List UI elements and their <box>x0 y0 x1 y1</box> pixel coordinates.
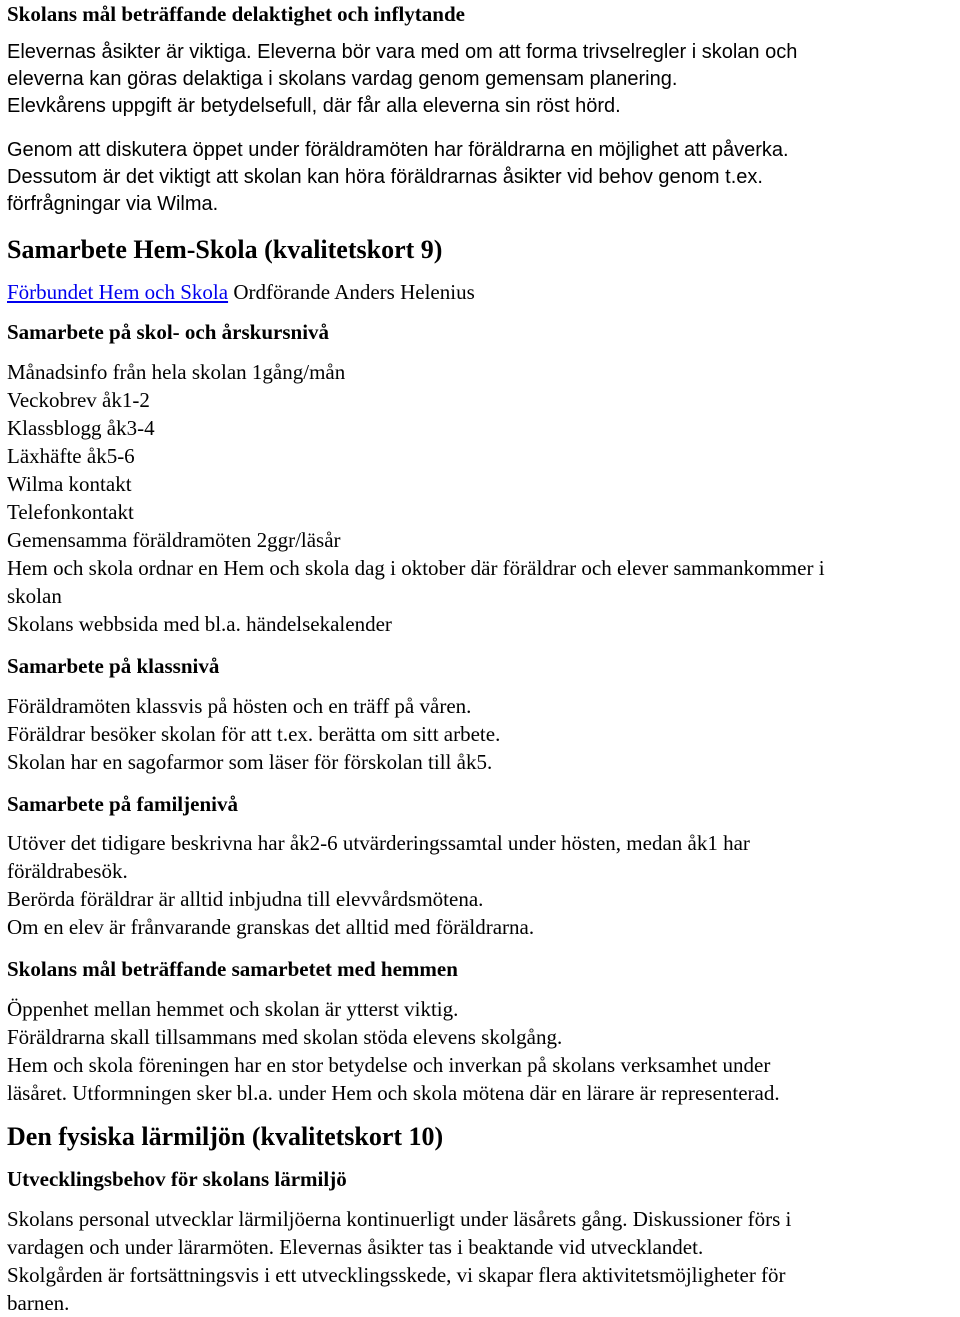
text-line: Wilma kontakt <box>7 472 132 496</box>
text-line: Dessutom är det viktigt att skolan kan höra föräldrarnas åsikter vid behov genom t.ex. <box>7 166 763 188</box>
subsection-heading: Utvecklingsbehov för skolans lärmiljö <box>7 1167 347 1191</box>
text-line: Gemensamma föräldramöten 2ggr/läsår <box>7 528 341 552</box>
section-samarbete-hem-skola <box>7 234 958 266</box>
text-line: Skolans webbsida med bl.a. händelsekalender <box>7 612 392 636</box>
text-line: förfrågningar via Wilma. <box>7 193 219 215</box>
section-fysiska-larmiljon <box>7 1121 958 1153</box>
text-line: Läxhäfte åk5-6 <box>7 444 135 468</box>
text-line <box>7 278 958 306</box>
paragraph-foraldramoten <box>7 137 958 218</box>
text-line: Elevkårens uppgift är betydelsefull, där får alla eleverna sin röst hörd. <box>7 95 621 117</box>
section-delaktighet <box>7 0 958 28</box>
section-heading: Skolans mål beträffande delaktighet och inflytande <box>7 2 465 26</box>
text-line: Öppenhet mellan hemmet och skolan är ytterst viktig. <box>7 997 459 1021</box>
text-line: skolan <box>7 584 62 608</box>
paragraph-elevernas-asikter <box>7 39 958 120</box>
list-skolniva <box>7 358 958 638</box>
text-line: Utöver det tidigare beskrivna har åk2-6 utvärderingssamtal under hösten, medan åk1 har <box>7 831 750 855</box>
text-line: Hem och skola ordnar en Hem och skola dag i oktober där föräldrar och elever sammankommer i <box>7 556 825 580</box>
forbund-line <box>7 278 958 306</box>
list-klassniva <box>7 692 958 776</box>
text-line: Genom att diskutera öppet under föräldramöten har föräldrarna en möjlighet att påverka. <box>7 139 789 161</box>
text-line: Veckobrev åk1-2 <box>7 388 150 412</box>
text-line: eleverna kan göras delaktiga i skolans vardag genom gemensam planering. <box>7 68 678 90</box>
text-line: läsåret. Utformningen sker bl.a. under Hem och skola mötena där en lärare är representerad. <box>7 1081 780 1105</box>
list-mal-samarbete <box>7 995 958 1107</box>
sub-utvecklingsbehov <box>7 1165 958 1193</box>
text-line: Berörda föräldrar är alltid inbjudna till elevvårdsmötena. <box>7 887 484 911</box>
text-line: Föräldrarna skall tillsammans med skolan stöda elevens skolgång. <box>7 1025 563 1049</box>
sub-klassniva <box>7 652 958 680</box>
text-line: Om en elev är frånvarande granskas det alltid med föräldrarna. <box>7 915 535 939</box>
subsection-heading: Samarbete på skol- och årskursnivå <box>7 320 330 344</box>
subsection-heading: Samarbete på familjenivå <box>7 792 238 816</box>
text-line: Föräldrar besöker skolan för att t.ex. berätta om sitt arbete. <box>7 722 501 746</box>
section-heading: Den fysiska lärmiljön (kvalitetskort 10) <box>7 1122 444 1151</box>
list-familjeniva <box>7 829 958 941</box>
text-line: Skolgården är fortsättningsvis i ett utvecklingsskede, vi skapar flera aktivitetsmöjligheter för <box>7 1263 786 1287</box>
sub-mal-samarbete <box>7 955 958 983</box>
text-line: vardagen och under lärarmöten. Elevernas åsikter tas i beaktande vid utvecklandet. <box>7 1235 704 1259</box>
text-line: Månadsinfo från hela skolan 1gång/mån <box>7 360 346 384</box>
text-line: barnen. <box>7 1291 70 1315</box>
text-line: Skolans personal utvecklar lärmiljöerna kontinuerligt under läsårets gång. Diskussioner förs i <box>7 1207 792 1231</box>
sub-familjeniva <box>7 790 958 818</box>
text-line: Klassblogg åk3-4 <box>7 416 155 440</box>
sub-skolniva <box>7 318 958 346</box>
text-line: Föräldramöten klassvis på hösten och en träff på våren. <box>7 694 472 718</box>
forbundet-hem-och-skola-link[interactable]: Förbundet Hem och Skola <box>7 280 229 304</box>
section-heading: Samarbete Hem-Skola (kvalitetskort 9) <box>7 235 443 264</box>
text-line: Skolan har en sagofarmor som läser för förskolan till åk5. <box>7 750 493 774</box>
text-line: Elevernas åsikter är viktiga. Eleverna bör vara med om att forma trivselregler i skolan och <box>7 41 798 63</box>
text-line: Telefonkontakt <box>7 500 134 524</box>
text-line: Hem och skola föreningen har en stor betydelse och inverkan på skolans verksamhet under <box>7 1053 771 1077</box>
chairman-text: Ordförande Anders Helenius <box>228 280 475 304</box>
subsection-heading: Samarbete på klassnivå <box>7 654 220 678</box>
subsection-heading: Skolans mål beträffande samarbetet med hemmen <box>7 957 458 981</box>
text-line: föräldrabesök. <box>7 859 128 883</box>
list-utvecklingsbehov <box>7 1205 958 1317</box>
